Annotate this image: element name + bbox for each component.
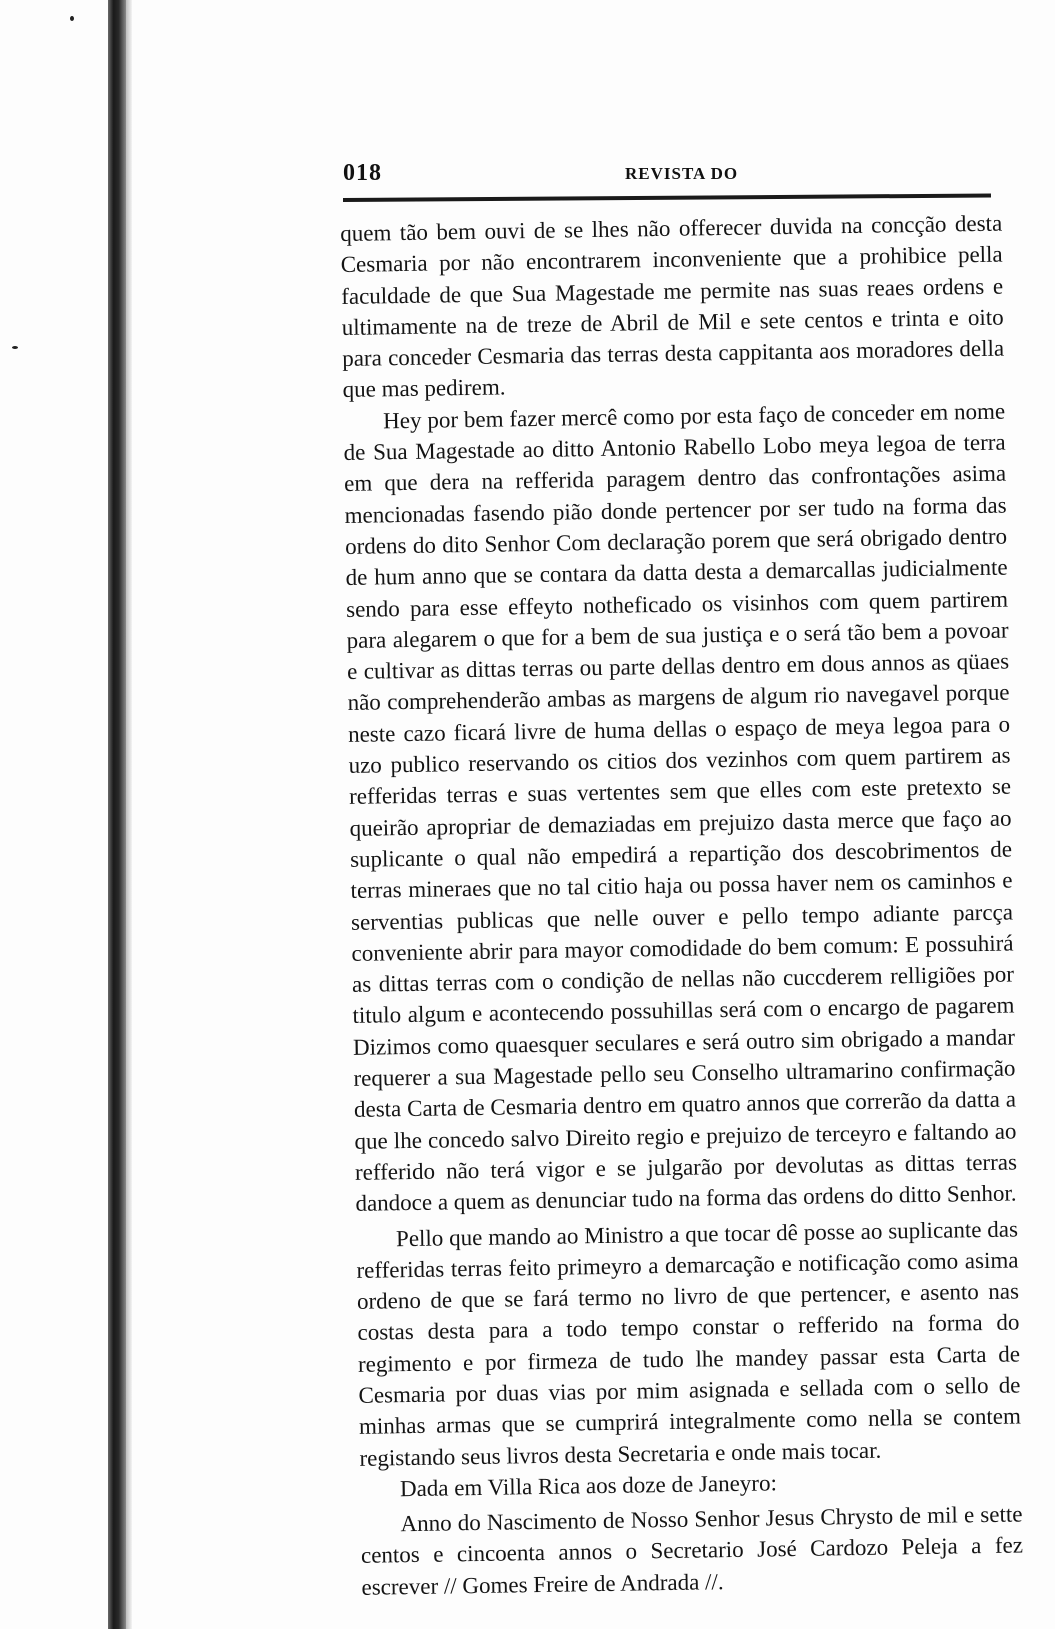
scan-speck xyxy=(12,346,18,349)
paragraph: Dada em Villa Rica aos doze de Janeyro: xyxy=(399,1470,778,1502)
scan-speck xyxy=(70,16,74,21)
running-title: REVISTA DO xyxy=(625,164,739,183)
body-text xyxy=(340,208,1024,1603)
page-number: 018 xyxy=(343,160,382,186)
paragraph: Hey por bem fazer mercê como por esta faço de conceder em nome de Sua Magestade ao ditto Antonio Rabello Lobo meya legoa de terra em que dera na refferida paragem dentro das confrontações asima mencionadas fasendo pião donde pertencer por ser tudo na forma das ordens do dito Senhor Com declaração porem que será obrigado dentro de hum anno que se contara da datta desta a demarcallas judicialmente sendo para esse effeyto notheficado os visinhos com quem partirem para alegarem o que for a bem de sua justiça e o será tão bem a povoar e cultivar as dittas terras ou parte dellas dentro em dous annos as qüaes não comprehenderão ambas as margens de algum rio navegavel porque neste cazo ficará livre de huma dellas o espaço de meya legoa para o uzo publico reservando os citios dos vezinhos com quem partirem as refferidas terras e suas vertentes sem que elles com este pretexto se queirão apropriar de demaziadas em prejuizo dasta merce que faço ao suplicante o qual não empedirá a repartição dos descobrimentos de terras mineraes que no tal citio haja ou possa haver nem os caminhos e serventias publicas que nelle ouver e pello tempo adiante parcça conveniente abrir para mayor comodidade do bem comum: E possuhirá as dittas terras com o condição de nellas não cuccderem relligiões por titulo algum e acontecendo possuhillas será com o encargo de pagarem Dizimos como quaesquer seculares e será outro sim obrigado a mandar requerer a sua Magestade pello seu Conselho ultramarino confirmação desta Carta de Cesmaria dentro em quatro annos que correrão da datta a que lhe concedo salvo Direito regio e prejuizo de terceyro e faltando ao refferido não terá vigor e se julgarão por devolutas as dittas terras dandoce a quem as denunciar tudo na forma das ordens do ditto Senhor. xyxy=(343,398,1018,1217)
paragraph: quem tão bem ouvi de se lhes não offerecer duvida na concção desta Cesmaria por não encontrarem inconveniente que a prohibice pella faculdade de que Sua Magestade me permite nas suas reaes ordens e ultimamente na de treze de Abril de Mil e sete centos e trinta e oito para conceder Cesmaria das terras desta cappitanta aos moradores della que mas pedirem. xyxy=(340,210,1005,403)
binding-gutter-edge xyxy=(126,0,132,1629)
paragraph: Pello que mando ao Ministro a que tocar dê posse ao suplicante das refferidas terras feito primeyro a demarcação e notificação como asima ordeno de que se fará termo no livro de que pertencer, e asento nas costas desta para a todo tempo constar o refferido na forma do regimento e por firmeza de tudo lhe mandey passar esta Carta de Cesmaria por duas vias por mim asignada e sellada com o sello de minhas armas que se cumprirá integralmente como nella se contem registando seus livros desta Secretaria e onde mais tocar. xyxy=(356,1215,1022,1471)
binding-gutter xyxy=(108,0,126,1629)
paragraph: Anno do Nascimento de Nosso Senhor Jesus Chrysto de mil e sette centos e cincoenta annos o Secretario José Cardozo Peleja a fez escrever // Gomes Freire de Andrada //. xyxy=(360,1501,1024,1600)
